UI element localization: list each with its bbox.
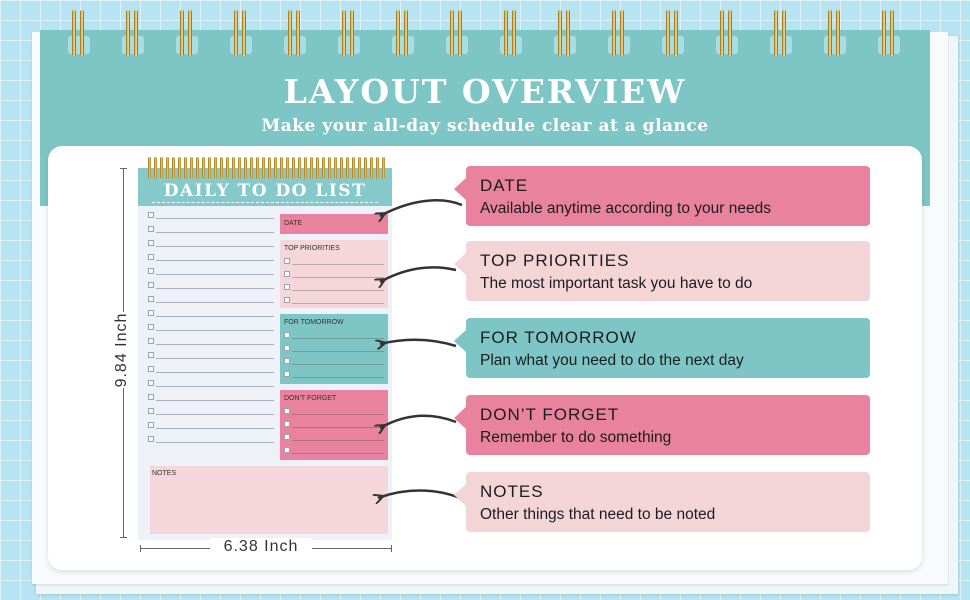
callout-notes — [466, 472, 870, 532]
notebook-title-underline — [152, 202, 378, 203]
section-date — [280, 214, 388, 234]
spiral-coil — [376, 157, 379, 179]
spiral-coil — [310, 157, 313, 179]
checkbox[interactable] — [148, 296, 154, 302]
spiral-coil — [322, 157, 325, 179]
spiral-coil — [220, 157, 223, 179]
spiral-coil — [316, 157, 319, 179]
checkbox[interactable] — [284, 332, 290, 338]
checkbox[interactable] — [148, 394, 154, 400]
callout-top-priorities — [466, 241, 870, 301]
spiral-coil — [172, 157, 175, 179]
binding-ring — [720, 10, 734, 56]
checklist-line — [292, 338, 384, 339]
spiral-coil — [346, 157, 349, 179]
spiral-coil — [340, 157, 343, 179]
checkbox[interactable] — [148, 436, 154, 442]
checkbox[interactable] — [148, 422, 154, 428]
checkbox[interactable] — [284, 408, 290, 414]
checklist-line — [292, 414, 384, 415]
notebook-title: DAILY TO DO LIST — [163, 181, 367, 201]
checklist-line — [292, 440, 384, 441]
binding-ring — [126, 10, 140, 56]
spiral-coil — [214, 157, 217, 179]
binding-ring — [666, 10, 680, 56]
binding-ring — [72, 10, 86, 56]
binding-holes — [40, 36, 930, 56]
spiral-coil — [352, 157, 355, 179]
callout-description: Available anytime according to your needs — [480, 200, 771, 217]
section-for-tomorrow-label: FOR TOMORROW — [284, 319, 344, 326]
todo-checklist — [148, 212, 276, 462]
section-for-tomorrow — [280, 314, 388, 384]
binding-ring — [504, 10, 518, 56]
callout-heading: DATE — [480, 176, 529, 195]
checkbox[interactable] — [148, 310, 154, 316]
spiral-coil — [328, 157, 331, 179]
section-dont-forget-label: DON'T FORGET — [284, 395, 337, 402]
section-notes-label: NOTES — [152, 470, 177, 477]
spiral-coil — [286, 157, 289, 179]
spiral-coil — [268, 157, 271, 179]
section-top-priorities-label: TOP PRIORITIES — [284, 245, 340, 252]
spiral-coil — [364, 157, 367, 179]
checkbox[interactable] — [148, 324, 154, 330]
checkbox[interactable] — [148, 352, 154, 358]
binding-ring — [882, 10, 896, 56]
spiral-coil — [226, 157, 229, 179]
width-dimension-label: 6.38 Inch — [210, 538, 312, 556]
spiral-coil — [358, 157, 361, 179]
checkbox[interactable] — [148, 268, 154, 274]
spiral-coil — [154, 157, 157, 179]
checkbox[interactable] — [284, 434, 290, 440]
spiral-coil — [244, 157, 247, 179]
callout-pointer — [454, 483, 467, 507]
checklist-line — [156, 372, 274, 373]
section-top-priorities — [280, 240, 388, 308]
spiral-coil — [334, 157, 337, 179]
spiral-coil — [250, 157, 253, 179]
callout-description: Remember to do something — [480, 429, 672, 446]
checkbox[interactable] — [284, 421, 290, 427]
checkbox[interactable] — [148, 366, 154, 372]
spiral-coil — [298, 157, 301, 179]
checkbox[interactable] — [148, 226, 154, 232]
checkbox[interactable] — [148, 338, 154, 344]
spiral-coil — [148, 157, 151, 179]
checklist-line — [156, 344, 274, 345]
section-notes — [150, 466, 388, 534]
binding-ring — [450, 10, 464, 56]
callout-heading: FOR TOMORROW — [480, 328, 637, 347]
spiral-coil — [304, 157, 307, 179]
checkbox[interactable] — [284, 297, 290, 303]
page-subtitle: Make your all-day schedule clear at a glance — [261, 116, 709, 136]
callout-pointer — [454, 329, 467, 353]
spiral-coil — [382, 157, 385, 179]
checkbox[interactable] — [284, 258, 290, 264]
spiral-coil — [208, 157, 211, 179]
spiral-coil — [238, 157, 241, 179]
spiral-coil — [202, 157, 205, 179]
checklist-line — [156, 358, 274, 359]
binding-ring — [288, 10, 302, 56]
checklist-line — [156, 218, 274, 219]
callout-dont-forget — [466, 395, 870, 455]
callout-date — [466, 166, 870, 226]
spiral-coil — [160, 157, 163, 179]
binding-ring — [234, 10, 248, 56]
spiral-coil — [370, 157, 373, 179]
page-title: LAYOUT OVERVIEW — [283, 72, 687, 111]
checklist-line — [156, 316, 274, 317]
checklist-line — [156, 330, 274, 331]
callout-pointer — [454, 252, 467, 276]
checkbox[interactable] — [284, 345, 290, 351]
checkbox[interactable] — [148, 212, 154, 218]
callout-pointer — [454, 177, 467, 201]
binding-ring — [828, 10, 842, 56]
spiral-coil — [178, 157, 181, 179]
checklist-line — [292, 351, 384, 352]
spiral-coil — [280, 157, 283, 179]
checkbox[interactable] — [284, 358, 290, 364]
checklist-line — [156, 302, 274, 303]
checklist-line — [156, 400, 274, 401]
section-dont-forget — [280, 390, 388, 460]
binding-ring — [612, 10, 626, 56]
spiral-coil — [274, 157, 277, 179]
callout-description: The most important task you have to do — [480, 275, 753, 292]
callout-for-tomorrow — [466, 318, 870, 378]
checkbox[interactable] — [148, 282, 154, 288]
section-date-label: DATE — [284, 220, 303, 227]
checklist-line — [292, 427, 384, 428]
callout-heading: NOTES — [480, 482, 544, 501]
checklist-line — [292, 290, 384, 291]
notebook-spiral — [148, 157, 386, 179]
spiral-coil — [256, 157, 259, 179]
checklist-line — [156, 442, 274, 443]
binding-ring — [342, 10, 356, 56]
checklist-line — [156, 246, 274, 247]
callout-pointer — [454, 406, 467, 430]
checklist-line — [156, 288, 274, 289]
height-dimension-label: 9.84 Inch — [113, 312, 133, 388]
checkbox[interactable] — [148, 254, 154, 260]
checklist-line — [156, 428, 274, 429]
checkbox[interactable] — [284, 271, 290, 277]
callout-description: Plan what you need to do the next day — [480, 352, 744, 369]
callout-heading: DON’T FORGET — [480, 405, 620, 424]
spiral-coil — [292, 157, 295, 179]
spiral-coil — [184, 157, 187, 179]
binding-ring — [396, 10, 410, 56]
checklist-line — [292, 453, 384, 454]
binding-ring — [180, 10, 194, 56]
spiral-coil — [262, 157, 265, 179]
checkbox[interactable] — [148, 240, 154, 246]
checklist-line — [156, 386, 274, 387]
checkbox[interactable] — [284, 284, 290, 290]
checklist-line — [156, 414, 274, 415]
checkbox[interactable] — [148, 380, 154, 386]
checkbox[interactable] — [148, 408, 154, 414]
spiral-coil — [166, 157, 169, 179]
spiral-coil — [196, 157, 199, 179]
checklist-line — [292, 364, 384, 365]
binding-ring — [774, 10, 788, 56]
checklist-line — [156, 260, 274, 261]
checkbox[interactable] — [284, 371, 290, 377]
checklist-line — [292, 377, 384, 378]
checklist-line — [156, 232, 274, 233]
spiral-coil — [232, 157, 235, 179]
binding-ring — [558, 10, 572, 56]
callout-heading: TOP PRIORITIES — [480, 251, 630, 270]
checklist-line — [292, 264, 384, 265]
callout-description: Other things that need to be noted — [480, 506, 716, 523]
checkbox[interactable] — [284, 447, 290, 453]
checklist-line — [292, 277, 384, 278]
checklist-line — [156, 274, 274, 275]
checklist-line — [292, 303, 384, 304]
spiral-coil — [190, 157, 193, 179]
